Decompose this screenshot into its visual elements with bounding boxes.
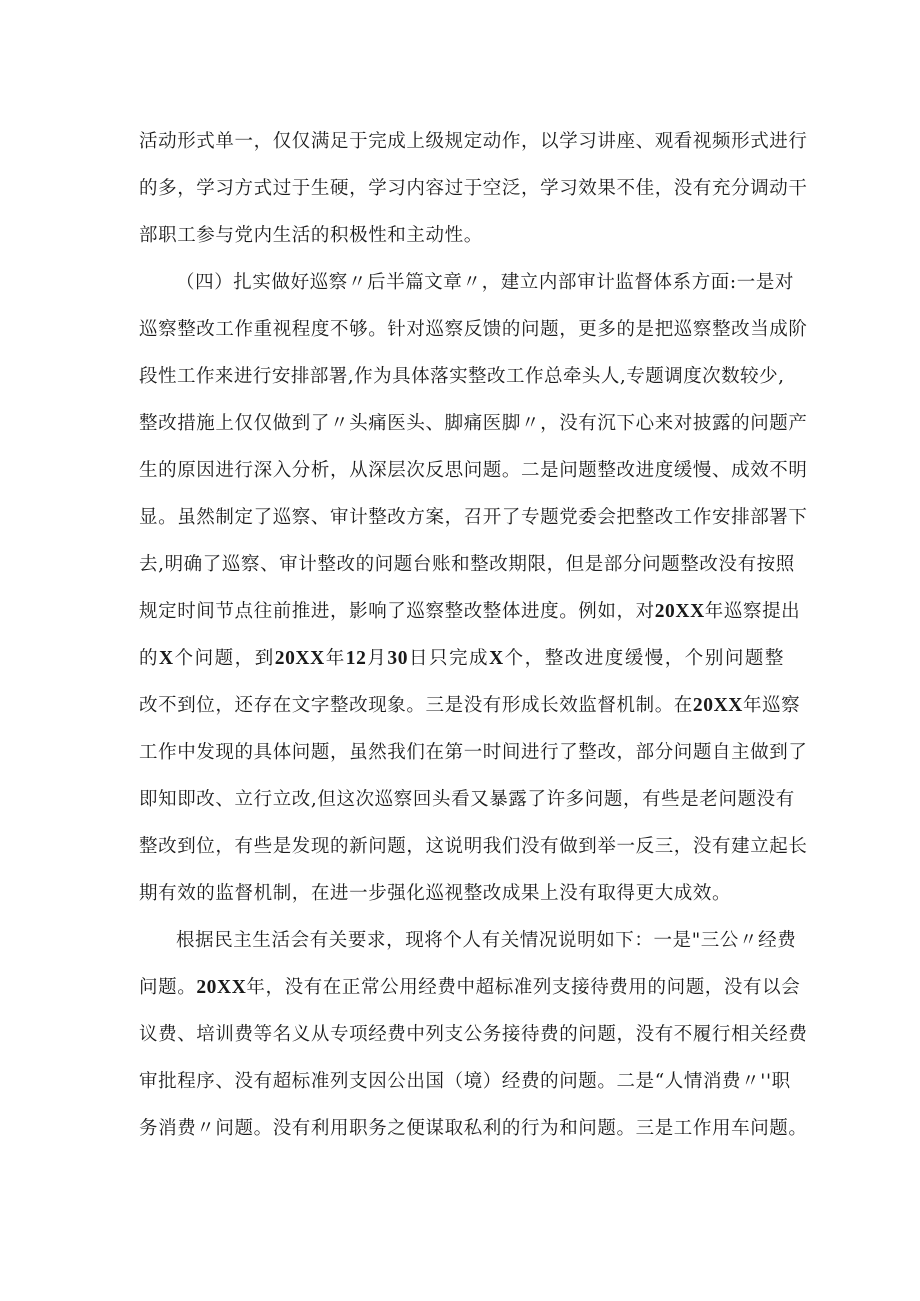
paragraph-3	[139, 917, 808, 1152]
text-line: 根据民主生活会有关要求，现将个人有关情况说明如下：一是"三公〃经费	[176, 930, 797, 951]
text-line: 即知即改、立行立改,但这次巡察回头看又暴露了许多问题，有些是老问题没有	[139, 789, 795, 810]
text-line: 工作中发现的具体问题，虽然我们在第一时间进行了整改，部分问题自主做到了	[139, 742, 808, 763]
text-line: 整改到位，有些是发现的新问题，这说明我们没有做到举一反三，没有建立起长	[139, 836, 808, 857]
number-run: 20XX	[654, 601, 705, 622]
text-run: 年	[324, 648, 346, 669]
text-line: 活动形式单一，仅仅满足于完成上级规定动作，以学习讲座、观看视频形式进行	[139, 131, 808, 152]
text-line: 审批程序、没有超标准列支因公出国（境）经费的问题。二是“人情消费〃''职	[139, 1071, 791, 1092]
text-line: 去,明确了巡察、审计整改的问题台账和整改期限，但是部分问题整改没有按照	[139, 554, 795, 575]
text-line: 段性工作来进行安排部署,作为具体落实整改工作总牵头人,专题调度次数较少,	[139, 366, 784, 387]
number-run: X	[159, 648, 174, 669]
text-line	[139, 964, 801, 1011]
text-run: 月	[366, 648, 388, 669]
text-run: 年巡察提出	[704, 601, 801, 622]
text-line: （四）扎实做好巡察〃后半篇文章〃，建立内部审计监督体系方面:一是对	[176, 272, 795, 293]
text-run: 日只完成	[408, 648, 490, 669]
text-run: 个问题，到	[173, 648, 275, 669]
document-body	[139, 118, 808, 1152]
text-line: 务消费〃问题。没有利用职务之便谋取私利的行为和问题。三是工作用车问题。	[139, 1118, 808, 1139]
text-line	[139, 635, 784, 682]
text-run: 年，没有在正常公用经费中超标准列支接待费用的问题，没有以会	[246, 977, 801, 998]
text-line: 的多，学习方式过于生硬，学习内容过于空泛，学习效果不佳，没有充分调动干	[139, 178, 808, 199]
text-line	[139, 588, 801, 635]
number-run: 12	[345, 648, 367, 669]
text-line: 整改措施上仅仅做到了〃头痛医头、脚痛医脚〃，没有沉下心来对披露的问题产	[139, 413, 808, 434]
text-line: 生的原因进行深入分析，从深层次反思问题。二是问题整改进度缓慢、成效不明	[139, 460, 808, 481]
text-line: 期有效的监督机制，在进一步强化巡视整改成果上没有取得更大成效。	[139, 883, 732, 904]
number-run: 20XX	[692, 695, 743, 716]
text-line	[139, 682, 801, 729]
text-line: 议费、培训费等名义从专项经费中列支公务接待费的问题，没有不履行相关经费	[139, 1024, 808, 1045]
text-run: 个，整改进度缓慢，个别问题整	[503, 648, 784, 669]
text-run: 的	[139, 648, 160, 669]
text-run: 改不到位，还存在文字整改现象。三是没有形成长效监督机制。在	[139, 695, 693, 716]
number-run: X	[489, 648, 504, 669]
paragraph-1	[139, 118, 808, 259]
text-run: 年巡察	[742, 695, 801, 716]
text-run: 问题。	[139, 977, 197, 998]
number-run: 20XX	[196, 977, 247, 998]
number-run: 20XX	[274, 648, 325, 669]
number-run: 30	[387, 648, 409, 669]
text-line: 巡察整改工作重视程度不够。针对巡察反馈的问题，更多的是把巡察整改当成阶	[139, 319, 808, 340]
text-line: 部职工参与党内生活的积极性和主动性。	[139, 225, 483, 246]
text-run: 规定时间节点往前推进，影响了巡察整改整体进度。例如，对	[139, 601, 655, 622]
text-line: 显。虽然制定了巡察、审计整改方案，召开了专题党委会把整改工作安排部署下	[139, 507, 808, 528]
paragraph-2	[139, 259, 808, 917]
